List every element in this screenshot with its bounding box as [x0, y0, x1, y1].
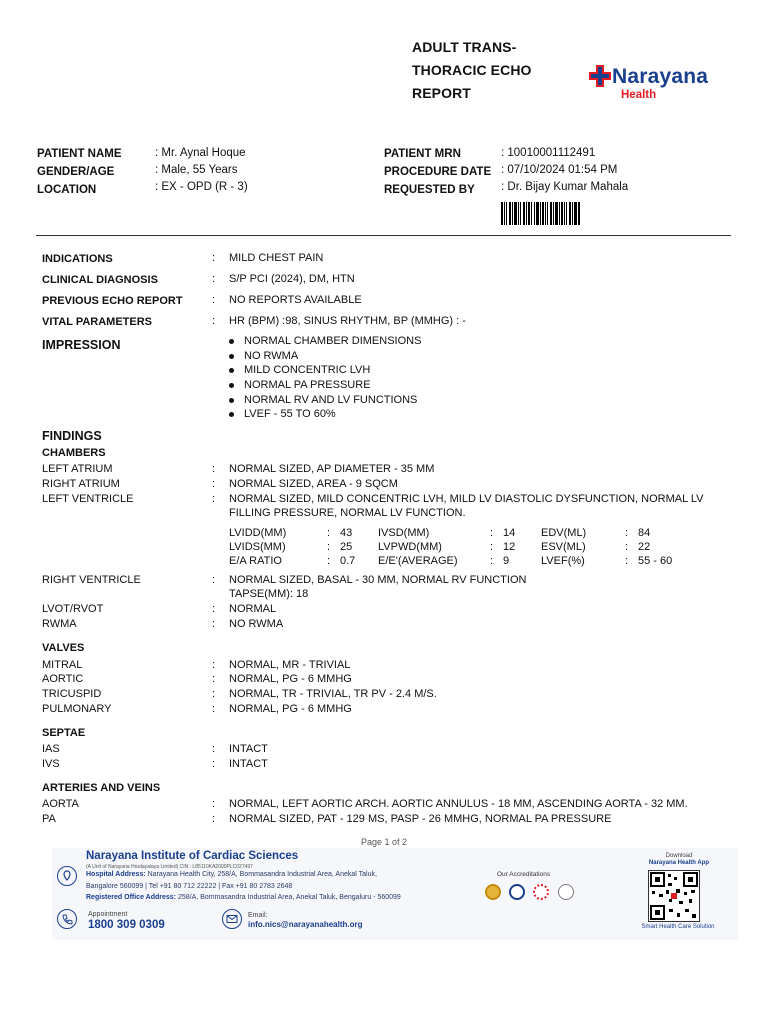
colon: :	[212, 315, 216, 327]
meas-value: 12	[503, 541, 516, 553]
pulmonary-label: PULMONARY	[42, 703, 112, 715]
colon: :	[212, 673, 216, 685]
header-divider	[36, 235, 731, 236]
colon: :	[212, 688, 216, 700]
patient-mrn-value: : 10010001112491	[501, 147, 596, 159]
arteries-heading: ARTERIES AND VEINS	[42, 782, 161, 794]
previous-echo-label: PREVIOUS ECHO REPORT	[42, 295, 183, 307]
colon: :	[212, 478, 216, 490]
colon: :	[212, 493, 216, 505]
patient-name-label: PATIENT NAME	[37, 148, 122, 160]
download-app-label: Narayana Health App	[648, 860, 710, 866]
accreditations-label: Our Accreditations	[497, 871, 551, 878]
meas-value: 43	[340, 527, 353, 539]
email-icon	[222, 909, 242, 929]
qr-code[interactable]	[648, 870, 700, 922]
ivs-label: IVS	[42, 758, 60, 770]
appointment-label: Appointment	[88, 911, 128, 918]
tricuspid-value: NORMAL, TR - TRIVIAL, TR PV - 2.4 M/S.	[229, 688, 437, 700]
pa-label: PA	[42, 813, 56, 825]
location-pin-icon	[57, 866, 77, 886]
right-ventricle-value-line2: TAPSE(MM): 18	[229, 588, 309, 600]
clinical-diagnosis-label: CLINICAL DIAGNOSIS	[42, 274, 158, 286]
hospital-address-line1: Hospital Address: Narayana Health City, 258/A, Bommasandra Industrial Area, Anekal Taluk,	[86, 871, 377, 878]
meas-key: E/A RATIO	[229, 555, 282, 567]
narayana-health-logo	[588, 62, 730, 106]
rwma-value: NO RWMA	[229, 618, 284, 630]
right-atrium-value: NORMAL SIZED, AREA - 9 SQCM	[229, 478, 398, 490]
phone-icon	[57, 909, 77, 929]
gender-age-value: : Male, 55 Years	[155, 164, 238, 176]
tricuspid-label: TRICUSPID	[42, 688, 102, 700]
aortic-label: AORTIC	[42, 673, 84, 685]
appointment-number[interactable]: 1800 309 0309	[88, 919, 165, 931]
accreditation-badge-icon	[533, 884, 549, 900]
pulmonary-value: NORMAL, PG - 6 MMHG	[229, 703, 352, 715]
meas-value: 55 - 60	[638, 555, 673, 567]
right-ventricle-value-line1: NORMAL SIZED, BASAL - 30 MM, NORMAL RV FUNCTION	[229, 574, 527, 586]
colon: :	[490, 527, 494, 539]
indications-label: INDICATIONS	[42, 253, 113, 265]
logo-sub: Health	[621, 89, 657, 101]
left-atrium-value: NORMAL SIZED, AP DIAMETER - 35 MM	[229, 463, 435, 475]
colon: :	[212, 273, 216, 285]
gender-age-label: GENDER/AGE	[37, 166, 115, 178]
colon: :	[327, 527, 331, 539]
indications-value: MILD CHEST PAIN	[229, 252, 324, 264]
ias-value: INTACT	[229, 743, 268, 755]
accreditation-badge-icon	[485, 884, 501, 900]
smart-health-label: Smart Health Care Solution	[641, 924, 715, 930]
findings-heading: FINDINGS	[42, 429, 102, 443]
report-title	[412, 36, 532, 105]
impression-heading: IMPRESSION	[42, 338, 121, 352]
impression-item: NORMAL RV AND LV FUNCTIONS	[229, 394, 417, 406]
meas-value: 84	[638, 527, 651, 539]
meas-key: LVPWD(MM)	[378, 541, 442, 553]
meas-value: 14	[503, 527, 516, 539]
patient-mrn-label: PATIENT MRN	[384, 148, 461, 160]
right-ventricle-label: RIGHT VENTRICLE	[42, 574, 141, 586]
impression-item: NORMAL CHAMBER DIMENSIONS	[229, 335, 421, 347]
colon: :	[212, 703, 216, 715]
aorta-label: AORTA	[42, 798, 79, 810]
colon: :	[212, 659, 216, 671]
location-label: LOCATION	[37, 184, 97, 196]
institute-name: Narayana Institute of Cardiac Sciences	[86, 850, 299, 862]
colon: :	[212, 252, 216, 264]
lvot-rvot-label: LVOT/RVOT	[42, 603, 104, 615]
left-ventricle-value-line1: NORMAL SIZED, MILD CONCENTRIC LVH, MILD LV DIASTOLIC DYSFUNCTION, NORMAL LV	[229, 493, 704, 505]
patient-name-value: : Mr. Aynal Hoque	[155, 147, 246, 159]
colon: :	[212, 463, 216, 475]
ivs-value: INTACT	[229, 758, 268, 770]
meas-value: 0.7	[340, 555, 356, 567]
meas-value: 9	[503, 555, 510, 567]
colon: :	[490, 541, 494, 553]
location-value: : EX - OPD (R - 3)	[155, 181, 248, 193]
meas-key: ESV(ML)	[541, 541, 586, 553]
lvot-rvot-value: NORMAL	[229, 603, 277, 615]
requested-by-label: REQUESTED BY	[384, 184, 475, 196]
download-label: Download	[665, 853, 693, 859]
left-atrium-label: LEFT ATRIUM	[42, 463, 113, 475]
procedure-date-label: PROCEDURE DATE	[384, 166, 492, 178]
colon: :	[212, 603, 216, 615]
septae-heading: SEPTAE	[42, 727, 86, 739]
colon: :	[212, 294, 216, 306]
meas-value: 25	[340, 541, 353, 553]
page-number: Page 1 of 2	[360, 837, 408, 847]
accreditation-badge-icon	[558, 884, 574, 900]
barcode	[501, 202, 581, 225]
meas-key: LVIDS(MM)	[229, 541, 286, 553]
colon: :	[212, 743, 216, 755]
impression-item: NORMAL PA PRESSURE	[229, 379, 371, 391]
report-title-line: REPORT	[412, 85, 471, 101]
report-title-line: ADULT TRANS-	[412, 39, 517, 55]
colon: :	[625, 555, 629, 567]
previous-echo-value: NO REPORTS AVAILABLE	[229, 294, 362, 306]
meas-key: EDV(ML)	[541, 527, 587, 539]
right-atrium-label: RIGHT ATRIUM	[42, 478, 120, 490]
colon: :	[212, 798, 216, 810]
left-ventricle-value-line2: FILLING PRESSURE, NORMAL LV FUNCTION.	[229, 507, 466, 519]
rwma-label: RWMA	[42, 618, 77, 630]
chambers-heading: CHAMBERS	[42, 447, 106, 459]
mitral-label: MITRAL	[42, 659, 83, 671]
colon: :	[327, 555, 331, 567]
clinical-diagnosis-value: S/P PCI (2024), DM, HTN	[229, 273, 355, 285]
email-label: Email:	[248, 912, 268, 919]
registered-address: Registered Office Address: 258/A, Bommasandra Industrial Area, Anekal Taluk, Bengaluru - 560099	[86, 894, 401, 901]
accreditation-badge-icon	[509, 884, 525, 900]
colon: :	[625, 527, 629, 539]
colon: :	[327, 541, 331, 553]
colon: :	[212, 813, 216, 825]
impression-item: MILD CONCENTRIC LVH	[229, 364, 370, 376]
mitral-value: NORMAL, MR - TRIVIAL	[229, 659, 351, 671]
colon: :	[212, 618, 216, 630]
aorta-value: NORMAL, LEFT AORTIC ARCH. AORTIC ANNULUS - 18 MM, ASCENDING AORTA - 32 MM.	[229, 798, 688, 810]
colon: :	[212, 574, 216, 586]
procedure-date-value: : 07/10/2024 01:54 PM	[501, 164, 618, 176]
hospital-address-line2: Bangalore 560099 | Tel +91 80 712 22222 | Fax +91 80 2783 2648	[86, 883, 293, 890]
vital-parameters-label: VITAL PARAMETERS	[42, 316, 153, 328]
pa-value: NORMAL SIZED, PAT - 129 MS, PASP - 26 MMHG, NORMAL PA PRESSURE	[229, 813, 612, 825]
left-ventricle-label: LEFT VENTRICLE	[42, 493, 134, 505]
ias-label: IAS	[42, 743, 60, 755]
requested-by-value: : Dr. Bijay Kumar Mahala	[501, 181, 629, 193]
vital-parameters-value: HR (BPM) :98, SINUS RHYTHM, BP (MMHG) : -	[229, 315, 466, 327]
valves-heading: VALVES	[42, 642, 85, 654]
meas-key: IVSD(MM)	[378, 527, 430, 539]
meas-key: E/E'(AVERAGE)	[378, 555, 458, 567]
colon: :	[212, 758, 216, 770]
institute-unit-line: (A Unit of Narayana Hrudayalaya Limited) CIN : L85110KA2000PLC027497	[86, 864, 253, 870]
cross-logo-icon	[588, 64, 612, 88]
email-link[interactable]: info.nics@narayanahealth.org	[248, 920, 363, 929]
meas-value: 22	[638, 541, 651, 553]
meas-key: LVEF(%)	[541, 555, 585, 567]
colon: :	[625, 541, 629, 553]
colon: :	[490, 555, 494, 567]
report-title-line: THORACIC ECHO	[412, 62, 532, 78]
impression-item: LVEF - 55 TO 60%	[229, 408, 336, 420]
meas-key: LVIDD(MM)	[229, 527, 287, 539]
impression-item: NO RWMA	[229, 350, 298, 362]
aortic-value: NORMAL, PG - 6 MMHG	[229, 673, 352, 685]
logo-name: Narayana	[612, 65, 709, 88]
